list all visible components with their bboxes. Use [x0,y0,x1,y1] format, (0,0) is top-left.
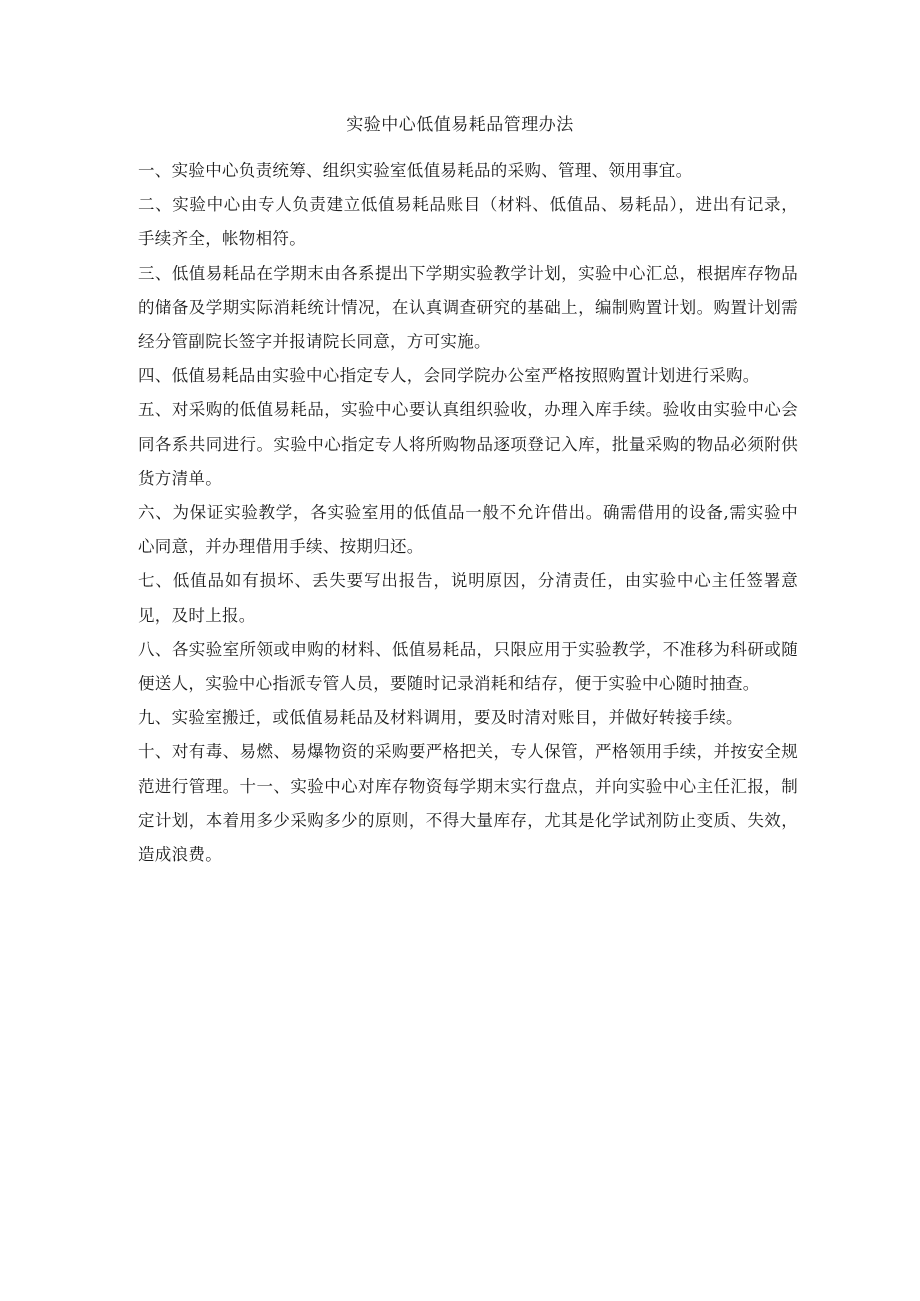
paragraph-4: 四、低值易耗品由实验中心指定专人，会同学院办公室严格按照购置计划进行采购。 [138,366,760,386]
paragraph-8: 八、各实验室所领或申购的材料、低值易耗品，只限应用于实验教学，不准移为科研或随便送人，实验中心指派专管人员，要随时记录消耗和结存，便于实验中心随时抽查。 [138,639,798,694]
paragraph-9: 九、实验室搬迁，或低值易耗品及材料调用，要及时清对账目，并做好转接手续。 [138,708,743,728]
paragraph-10: 十、对有毒、易燃、易爆物资的采购要严格把关，专人保管，严格领用手续，并按安全规范进行管理。十一、实验中心对库存物资每学期末实行盘点，并向实验中心主任汇报，制定计划，本着用多少采购多少的原则，不得大量库存，尤其是化学试剂防止变质、失效，造成浪费。 [138,742,798,865]
document-title: 实验中心低值易耗品管理办法 [346,115,574,135]
paragraph-7: 七、低值品如有损坏、丢失要写出报告，说明原因，分清责任，由实验中心主任签署意见，及时上报。 [138,571,798,625]
document-body [138,154,798,872]
paragraph-5: 五、对采购的低值易耗品，实验中心要认真组织验收，办理入库手续。验收由实验中心会同各系共同进行。实验中心指定专人将所购物品逐项登记入库，批量采购的物品必须附供货方清单。 [138,400,798,488]
paragraph-6: 六、为保证实验教学，各实验室用的低值品一般不允许借出。确需借用的设备,需实验中心同意，并办理借用手续、按期归还。 [138,503,798,557]
paragraph-2: 二、实验中心由专人负责建立低值易耗品账目（材料、低值品、易耗品），进出有记录，手续齐全，帐物相符。 [138,195,798,249]
paragraph-1: 一、实验中心负责统筹、组织实验室低值易耗品的采购、管理、领用事宜。 [138,161,693,180]
paragraph-3: 三、低值易耗品在学期末由各系提出下学期实验教学计划，实验中心汇总，根据库存物品的储备及学期实际消耗统计情况，在认真调查研究的基础上，编制购置计划。购置计划需经分管副院长签字并报请院长同意，方可实施。 [138,263,798,352]
